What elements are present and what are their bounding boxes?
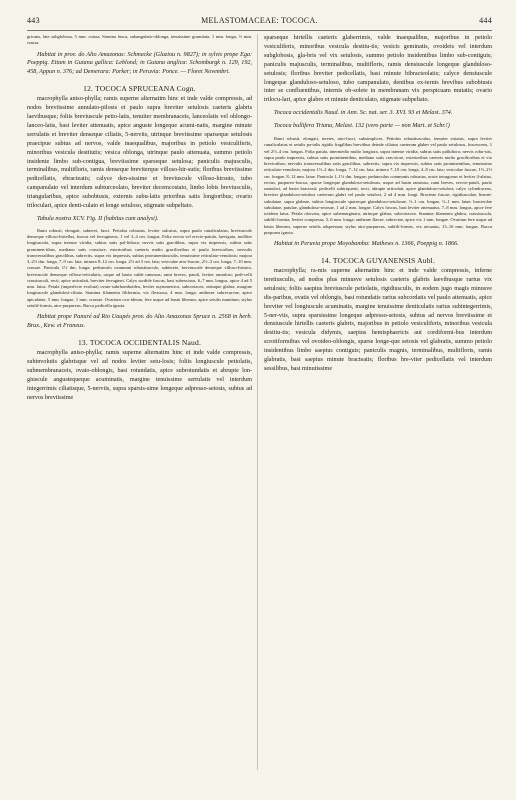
synonym-citation-2: Tococa bullifera Triana, Melast. 132 (vero parte — non Mart. et Schr.!): [274, 123, 450, 130]
right-column: [264, 34, 492, 796]
page-number-right: 444: [479, 16, 492, 25]
species-diagnosis-13-cont: sparseque hirtellis caeteris glaberrimis, valde inaequalibus, majoribus in petiolo vesiculiferis, minoribus vesicula destitu-tis; vesicis geminatis, ovoideis vel interdum subglobosis, gla-bris vel vix setulosis, summo petiolo insidentibus limbo sub-contiguis; paniculis majusculis, terminalibus, multifloris, ramis densiuscule longeque glanduloso-setulosis; floribus breviter pedicellatis, basi minute bibracteolatis; calyce densiuscule longeque glanduloso-setuloso, tubo campanulato, dentibus ex-ternis brevibus subobtusis inter se confluentibus, internis ob-solete in membranam vix perspicuam mutatis; ovario trilocu-lari, apice glabro et minute denticulato, stigmate subpeltato.: [264, 35, 492, 104]
running-title: MELASTOMACEAE: TOCOCA.: [201, 16, 318, 25]
species-heading-13: 13. TOCOCA OCCIDENTALIS Naud.: [77, 337, 202, 347]
running-header: [27, 16, 492, 28]
synonym-citation-1: Tococa occidentalis Naud. in Ann. Sc. nat. ser. 3. XVI. 93 et Melast. 374.: [274, 110, 453, 117]
left-column: [27, 34, 252, 796]
species-diagnosis-14: macrophylla; ra-mis superne alternatim hinc et inde valde compressis, inferne teretiusculis, ad nodos plus minusve setulosis caeteris glabris laevibusque rarius vix setulosis; foliis saepius breviuscule petiolatis, rigidiusculis, in eodem jugo magis minusve dis-paribus, ovatis vel oblongis, basi rotundatis rarius subcordatis vel paulo attenuatis, apice breviter vel longiuscule acuminatis, margine tenuissime denticulatis rarius subintegerrimis, 5-ner-viis, supra sparsissime longeque adpresso-setosis, subtus ad nervos breviissime et densiuscule hirtellis caeteris glabris, majoribus in petiolo vesiculiferis, minoribus vesicula destitu-tis; vesicula didymis, saepius hemisphaericis aut cordiformi-bus interdum scrotiformibus vel ovoideo-oblongis, sparse longe-que setosis vel glabratis, summo petiolo insidentibus limbo saepius contiguis; paniculis magnis, terminalibus, multifloris, ramis glabratis, basi saepius minute bracteatis; floribus bre-viter pedicellatis vel interdum sessilibus, basi minutissime: [264, 267, 492, 372]
column-divider: [257, 34, 258, 770]
header-rule: [27, 30, 492, 31]
species-description-13: Rami robusti, elongati, teretes, atro-fusci, subsimplices. Petiolus robustiusculus, tenuiter striatus, supra leviter canaliculatus et setulis pa-tulis rigidis fragilibus breviibus deinde ciliatus caeterum glaber vel paulo setulosus, fuscescens, 1 vel 2½–4 cm. longus. Folia patula, intermedio multo longiora, supra intense viridia, subtus satis pallidiora; nervis robu-stis, supra paulo impressis, subtus satis prominentibus, mediano satis cras-siore, exterioribus caeteris multo gracilioribus et vix brevioribus; nervulis transversalibus satis gracilibus, subrectis, supra vix impressis, subtus satis prominentibus, tenuissime reticulato-venulosis; majora 1½–2 dm. longa, 7–12 cm. lata, minora 7–10 cm. longa, 4–8 cm. lata; vesiculae fuscae, 1½–2½ cm. longae, 8–12 mm. latae. Panicula 1–1½ dm. longae; pedunculus communis robustus, acute tetragonus et leviter 4-alatus, rectus, purpureo-fuscus, sparse longeque glanduloso-setulosus, usque ad basin ramosus; rami breves, erecto-patuli, paulo ramulosi, ad basin bracteati; pedicelli subtriquetri, recti, abrupte articulati, apice glanduloso-setulosi; calyx cylindraceus, breviter glanduloso-setulosi caeterum glabri vel paulo setulosi, 2 ad 4 mm. longi. Bracteae fuscae, rigidiusculae, lineari-subulatae, supra glabrae, subtus longiuscule sparseque glanduloso-setulosae, ½–1 cm. longae, ½–1 mm. latae; bracteolae subulatae, patulae, glanduloso-setosae, 1 ad 2 mm. longae. Calyx fuscus, basi leviter attenuatus, 7–8 mm. longus, apice fere totidem latus. Petala obovata, apice subemarginata, utrinque glabra, subcoriacea. Stamina filamenta glabra, crassiuscula, subfili-formia, leviter compressa, 5–6 mm. longa; antherae flavae, subrectae, apice vix 1 mm. longae. Ovarium fere usque ad basin liberum, superne setulis adspersum; stylus atro-purpureus, subfili-formis, vix arcuatus, 15–16 mm. longus. Bacca purpurea ignota.: [264, 136, 492, 235]
habitat-note-12: Habitat prope Panuré ad Rio Uaupés prov. do Alto Amazonas Spruce n. 2568 in herb. Brux., Kew. et Franeus.: [27, 314, 252, 330]
page-number-left: 443: [27, 16, 40, 25]
species-diagnosis-13: macrophylla aniso-phylla; ramis superne alternatim hinc et inde valde compressis, subinvolutis glabrisque vel ad nodos leviter setu-losis; foliis longiuscule petiolatis, submembranaceis, ovato-oblongis, basi rotundatis, apice subrotundatis et abrupte lon-giuscule angustequeque acuminatis, margine tenuissime serrulatis vel interdum integerrimis ciliatisque, 5-nerviis, supra sparsis-sime longeque adpresso-setosis, subtus ad nervos breviissime: [27, 349, 252, 401]
species-heading-12: 12. TOCOCA SPRUCEANA Cogn.: [83, 84, 196, 94]
species-description-12: Rami robusti, elongati, subterei, fusci. Petiolus robustus, leviter sulcatus, supra paulo canaliculatus, breviuscule denseque villoso-hirtellus, fuscus vel ferrugineus, 1 vel 3–4 cm. longus. Folia erecta vel erecto-patula, laevigata, molliter longiuscula, supra intense viridia, subtus satis pal-lidiora; nervis satis gracilibus, supra vix impressis, subtus satis prominen-tibus, mediano satis crassiore, exterioribus caeteris multo gracilioribus et paulo brevioribus; nervulis transversalibus gracilibus, subrectis, supra vix impressis, subtus prominentiusculis, tenuissime reticulato-venulosis; majora 3–2½ dm. longa, 7–9 cm. lata, minora 8–12 cm. longa, 2½ ad 3 cm. lata; vesiculae atro-fuscae, 2½–3 cm. longa, 7–10 mm. crassae. Panicula 1½ dm. longa; pedunculo communi robustiusculo, subterete, breviuscule denseque villoso-hirsuto, breviuscule denseque villoso-reticulatis, usque ad basin valde ramosus; rami breves, patuli, leviter ramulosi; pedi-celli crassiusculi, recti, apice articulati, breviter ferruginei. Calyx sordide fuscus, basi subexcisus, 6–7 mm. longus, apice 4 ad 5 mm. latus. Petala (imperfecte evoluta) ovato-subrhomboidea, leviter asymmetrica, subcoriacea, utrinque glabra, margine longiuscule glandulosi-ciliata. Stamina filamenta filiformia, vix flexuosa, 4 mm. longa; antherae subrecurvae, apice apiculatae, 5 mm. longae, 1 mm. crassae. Ovarium ovo-ideum, fere usque ad basin liberum, apice setulis munitum; stylus setulif-formis, atro-purpureus. Bacca pedicella ignota.: [27, 227, 252, 308]
habitat-note-13: Habitat in Peruvia prope Moyobamba: Mathews n. 1366, Poeppig n. 1866.: [274, 241, 459, 248]
species-heading-14: 14. TOCOCA GUYANENSIS Aubl.: [320, 255, 436, 265]
continued-description: gricans, late subglobosa, 5 mm. crassa. Semina fusca, subangulato-oblonga, tenuissime granulata, 1 mm. longa, ⅓ mm. crassa.: [27, 34, 252, 46]
habitat-note: Habitat in prov. do Alto Amazonas: Schmecke (Glaziou n. 9827); in sylvis prope Ega: Poeppig. Etiam in Guiana gallica: Leblond; in Guiana anglica: Schomburgk n. 129, 192, 458, Appun n. 376; ad Demerara: Parker; in Peruvia: Ponce. — Floret Novembri.: [27, 51, 252, 76]
plate-reference: Tabula nostra XCV. Fig. II (habitus cum analysi).: [37, 216, 159, 222]
species-diagnosis-12: macrophylla aniso-phylla; ramis superne alternatim hinc et inde valde compressis, ad nodos breviissime annulato-pilosis et paulo supra breviter setulosis caeteris glabris laevibusque; foliis breviuscule petio-latis, tenuiter membranaceis, lanceolatis vel oblongo-lanceo-latis, basi leviter attenuatis, apice anguste longeque acumi-natis, margine minute serrulatis et breviter denseque ciliatis, 5-nerviis, utrinque breviissime sparseque setulosis praecipue subtus ad nervos, valde inaequalibus, majoribus in petiolo vesiculiferis, minoribus vesicula destitutis; vesica oblonga, utrinque paulo attenuata, summo petiolo insidente limbo sub-contigua, breviissime sparseque setulosa; paniculis majusculis, terminalibus, multifloris, ramis denseque breviterque villoso-hir-sutis; floribus breviissime pedicellatis, ebracteatis; calyce den-sissime et breviuscule villoso-hirsuto, tubo campanulato vel interdum subturceolato, breviter decemcostato, limbo lobis breviusculis, triangularibus, apice subobtusis, externis subu-latis prioribus satis longioribus; ovario triloculari, apice denti-culato et longe setuloso, stigmate subpeltato.: [27, 96, 252, 210]
